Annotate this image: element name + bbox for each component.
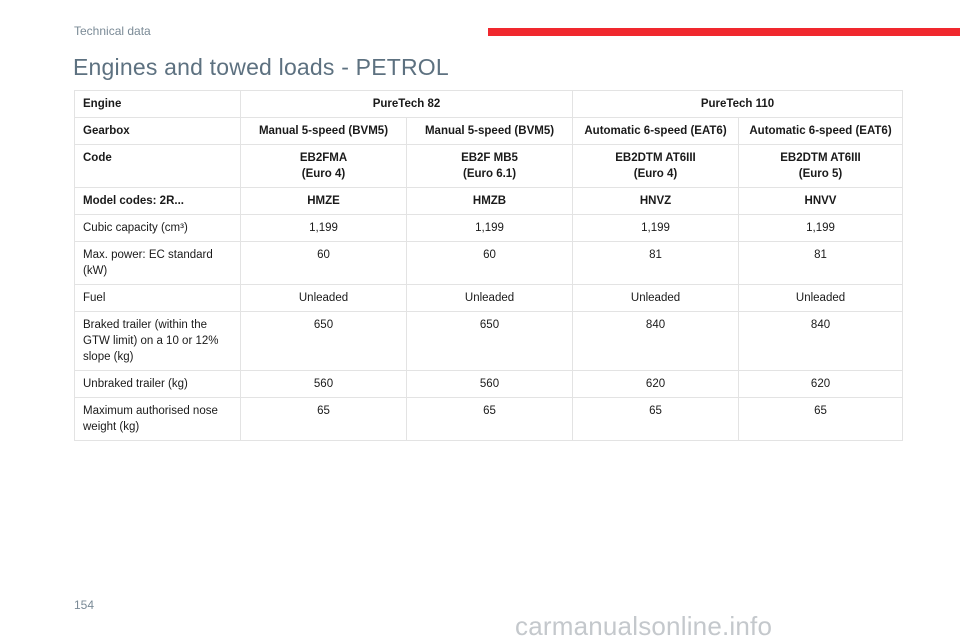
row-label: Braked trailer (within the GTW limit) on a 10 or 12% slope (kg) [75,312,241,371]
table-row [75,215,903,242]
row-label: Maximum authorised nose weight (kg) [75,398,241,441]
emission-line: (Euro 4) [633,168,678,180]
table-cell: 1,199 [241,215,407,242]
table-cell: 840 [739,312,903,371]
table-cell: 65 [739,398,903,441]
table-cell: Unleaded [739,285,903,312]
table-cell: 65 [241,398,407,441]
table-cell [241,145,407,188]
table-row [75,398,903,441]
table-cell: 81 [739,242,903,285]
engine-group-cell: PureTech 110 [573,91,903,118]
engine-row [75,91,903,118]
table-row [75,285,903,312]
table-cell: 65 [407,398,573,441]
table-cell: Manual 5-speed (BVM5) [241,118,407,145]
row-label: Max. power: EC standard (kW) [75,242,241,285]
code-row [75,145,903,188]
code-line: EB2DTM AT6III [615,152,696,164]
table-cell: 620 [739,371,903,398]
table-cell: 1,199 [407,215,573,242]
code-line: EB2F MB5 [461,152,518,164]
table-cell: Unleaded [241,285,407,312]
page-title: Engines and towed loads - PETROL [73,54,449,80]
table-cell: 1,199 [739,215,903,242]
table-cell: Automatic 6-speed (EAT6) [573,118,739,145]
emission-line: (Euro 5) [798,168,843,180]
table-cell: 620 [573,371,739,398]
row-label: Fuel [75,285,241,312]
table-cell: 560 [241,371,407,398]
emission-line: (Euro 4) [301,168,346,180]
code-line: EB2DTM AT6III [780,152,861,164]
table-cell: 560 [407,371,573,398]
watermark: carmanualsonline.info [515,611,773,641]
row-label: Code [75,145,241,188]
table-cell [407,145,573,188]
row-label: Unbraked trailer (kg) [75,371,241,398]
row-label: Model codes: 2R... [75,188,241,215]
table-cell: 650 [241,312,407,371]
table-cell: Unleaded [573,285,739,312]
table-cell [573,145,739,188]
table-cell: 650 [407,312,573,371]
table-row [75,371,903,398]
table-cell: 60 [241,242,407,285]
row-label: Engine [75,91,241,118]
table-cell: HNVV [739,188,903,215]
table-cell: 60 [407,242,573,285]
table-cell: 81 [573,242,739,285]
row-label: Gearbox [75,118,241,145]
page-number: 154 [74,598,95,612]
table-cell: Unleaded [407,285,573,312]
table-cell [739,145,903,188]
table-cell: 65 [573,398,739,441]
accent-bar [488,28,960,36]
section-header: Technical data [74,24,151,38]
spec-table [74,90,903,441]
table-cell: HMZB [407,188,573,215]
engine-group-cell: PureTech 82 [241,91,573,118]
emission-line: (Euro 6.1) [462,168,517,180]
table-cell: 840 [573,312,739,371]
table-cell: HMZE [241,188,407,215]
model-codes-row [75,188,903,215]
table-cell: Manual 5-speed (BVM5) [407,118,573,145]
gearbox-row [75,118,903,145]
table-cell: Automatic 6-speed (EAT6) [739,118,903,145]
table-row [75,242,903,285]
table-cell: HNVZ [573,188,739,215]
table-row [75,312,903,371]
table-cell: 1,199 [573,215,739,242]
code-line: EB2FMA [299,152,348,164]
row-label: Cubic capacity (cm³) [75,215,241,242]
